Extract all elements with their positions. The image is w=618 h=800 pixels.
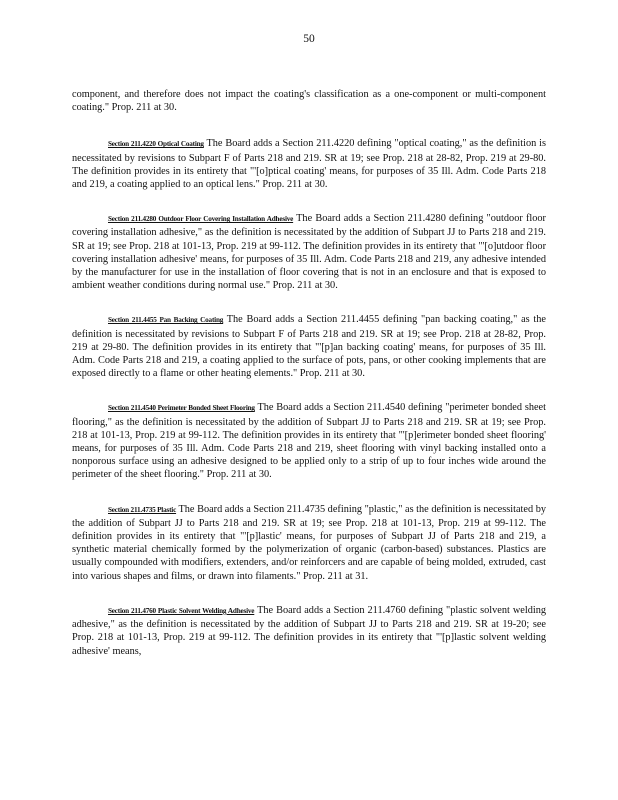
section-paragraph — [72, 604, 546, 658]
section-paragraph — [72, 313, 546, 380]
section-heading: Section 211.4540 Perimeter Bonded Sheet Flooring — [108, 404, 255, 413]
section-heading: Section 211.4455 Pan Backing Coating — [108, 316, 224, 325]
section-heading: Section 211.4760 Plastic Solvent Welding Adhesive — [108, 606, 255, 615]
section-text: The Board adds a Section 211.4735 defining "plastic," as the definition is necessitated by the addition of Subpart JJ to Parts 218 and 219. SR at 19; see Prop. 218 at 101-13, Prop. 219 at 99-112. The definition provides in its entirety that "'[p]lastic' means, for purposes of Subpart JJ of Parts 218 and 219, a synthetic material chemically formed by the polymerization of organic (carbon-based) substances. Plastics are usually compounded with modifiers, extenders, and/or reinforcers and are capable of being molded, extruded, cast into various shapes and films, or drawn into filaments." Prop. 211 at 31. — [72, 503, 546, 582]
section-text: The Board adds a Section 211.4540 defining "perimeter bonded sheet flooring," as the definition is necessitated by the addition of Subpart JJ to Parts 218 and 219. SR at 19; see Prop. 218 at 101-13, Prop. 219 at 99-112. The definition provides in its entirety that "'[p]erimeter bonded sheet flooring' means, for purposes of 35 Ill. Adm. Code Parts 218 and 219, sheet flooring with vinyl backing installed onto a nonporous surface using an adhesive designed to be applied only to a strip of up to four inches wide around the perimeter of the sheet flooring." Prop. 211 at 30. — [72, 402, 546, 481]
section-heading: Section 211.4735 Plastic — [108, 505, 177, 514]
section-text: The Board adds a Section 211.4280 defining "outdoor floor covering installation adhesive," as the definition is necessitated by the addition of Subpart JJ to Parts 218 and 219. SR at 19; see Prop. 218 at 101-13, Prop. 219 at 99-112. The definition provides in its entirety that "'[o]utdoor floor covering installation adhesive' means, for purposes of 35 Ill. Adm. Code Parts 218 and 219, any adhesive intended by the manufacturer for use in the installation of floor covering that is not in an enclosure and that is exposed to ambient weather conditions during normal use." Prop. 211 at 30. — [72, 213, 546, 292]
section-text: The Board adds a Section 211.4220 defining "optical coating," as the definition is necessitated by revisions to Subpart F of Parts 218 and 219. SR at 19; see Prop. 218 at 28-82, Prop. 219 at 29-80. The definition provides in its entirety that "'[o]ptical coating' means, for purposes of 35 Ill. Adm. Code Parts 218 and 219, a coating applied to an optical lens." Prop. 211 at 30. — [72, 138, 546, 191]
section-paragraph — [72, 503, 546, 583]
section-paragraph — [72, 212, 546, 292]
section-heading: Section 211.4280 Outdoor Floor Covering Installation Adhesive — [108, 215, 294, 224]
section-paragraph — [72, 401, 546, 481]
document-body — [72, 88, 546, 679]
section-text: The Board adds a Section 211.4760 defining "plastic solvent welding adhesive," as the definition is necessitated by the addition of Subpart JJ to Parts 218 and 219. SR at 19-20; see Prop. 218 at 101-13, Prop. 219 at 99-112. The definition provides in its entirety that "'[p]lastic solvent welding adhesive' means, — [72, 604, 547, 657]
section-paragraph — [72, 137, 546, 191]
page-number: 50 — [303, 33, 315, 45]
intro-paragraph: component, and therefore does not impact the coating's classification as a one-component or multi-component coating." Prop. 211 at 30. — [72, 89, 546, 114]
section-heading: Section 211.4220 Optical Coating — [108, 140, 204, 149]
section-text: The Board adds a Section 211.4455 defining "pan backing coating," as the definition is necessitated by revisions to Subpart F of Parts 218 and 219. SR at 19; see Prop. 218 at 28-82, Prop. 219 at 29-80. The definition provides in its entirety that "'[p]an backing coating' means, for purposes of 35 Ill. Adm. Code Parts 218 and 219, a coating applied to the surface of pots, pans, or other cooking implements that are exposed directly to a flame or other heating elements." Prop. 211 at 30. — [72, 314, 546, 380]
